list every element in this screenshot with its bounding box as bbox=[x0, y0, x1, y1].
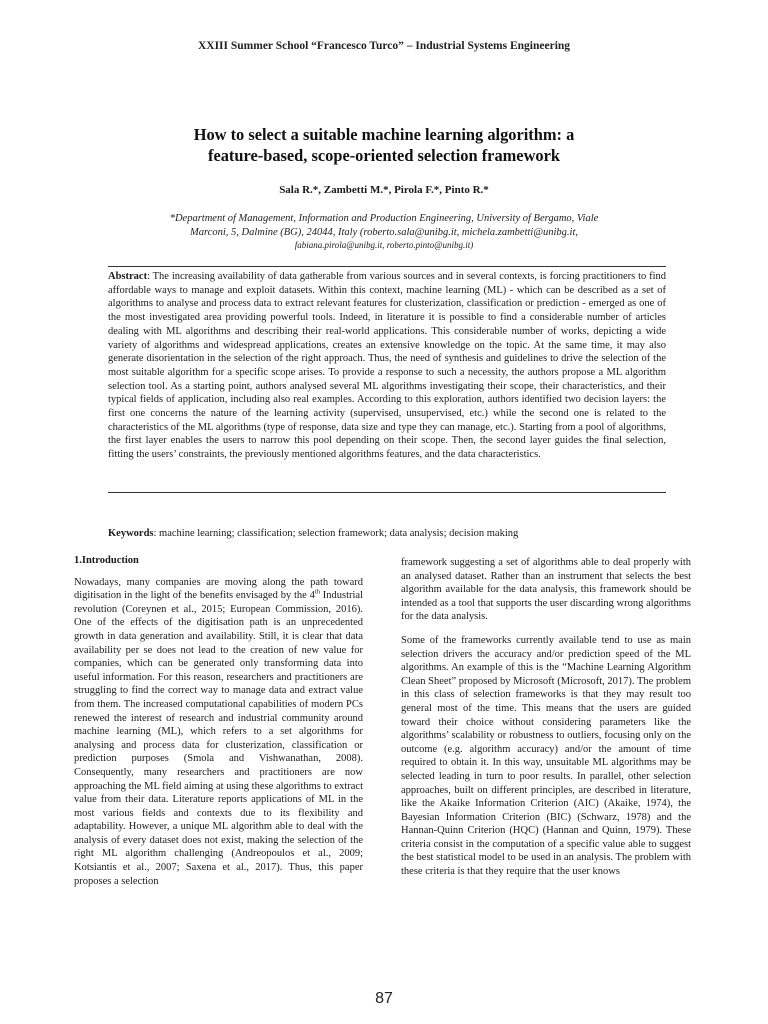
abstract-bottom-rule bbox=[108, 492, 666, 493]
abstract bbox=[108, 270, 666, 462]
keywords bbox=[108, 527, 666, 541]
abstract-top-rule bbox=[108, 266, 666, 267]
title-line-2: feature-based, scope-oriented selection framework bbox=[207, 146, 560, 165]
right-paragraph-2: Some of the frameworks currently available tend to use as main selection drivers the accuracy and/or prediction speed of the ML algorithms. An example of this is the “Machine Learning Algorithm Clean Sheet” proposed by Microsoft (Microsoft, 2017). The problem in this class of selection frameworks is that they may result too general most of the time. This means that the users are guided toward their choice without considering parameters like the algorithms’ scalability or robustness to outliers, focusing only on the outcome (e.g. algorithm accuracy) and/or the amount of time required to obtain it. In this way, unsuitable ML algorithms may be selected leading in turn to poor results. In parallel, other selection approaches, built on different principles, are described in literature, like the Akaike Information Criterion (AIC) (Akaike, 1974), the Bayesian Information Criterion (BIC) (Schwarz, 1978) and the Hannan-Quinn Criterion (HQC) (Hannan and Quinn, 1979). These criteria consist in the computation of a specific value able to suggest the best statistical model to be used in an analysis. The problem with these criteria is that they require that the user knows bbox=[401, 634, 691, 878]
left-column bbox=[74, 554, 363, 898]
paper-title bbox=[110, 124, 658, 166]
affiliation-line-1: *Department of Management, Information and Production Engineering, University of Bergamo, Viale bbox=[169, 213, 599, 224]
author-list: Sala R.*, Zambetti M.*, Pirola F.*, Pinto R.* bbox=[279, 184, 489, 196]
ordinal-superscript: th bbox=[314, 588, 320, 596]
intro-p1-part2: Industrial revolution (Coreynen et al., 2015; European Commission, 2016). One of the effects of the digitisation path is an unprecedented growth in data generation and availability. Still, it is clear that data availability per se does not lead to the creation of new value for companies, which can be generated only transforming data into useful information. For this reason, researchers and practitioners are struggling to find the correct way to manage data and extract value from them. The increased computational capabilities of modern PCs renewed the interest of research and industrial community around machine learning (ML), which refers to a set algorithms for analysing and process data for clusterization, classification or prediction purposes (Smola and Vishwanathan, 2008). Consequently, many researchers and practitioners are now approaching the ML field aiming at using these algorithms to extract value from their data. Literature reports applications of ML in the most various fields and contexts due to its flexibility and adaptability. However, a unique ML algorithm able to deal with the analysis of every dataset does not exist, making the selection of the right ML algorithm challenging (Andreopoulos et al., 2009; Kotsiantis et al., 2007; Saxena et al., 2017). Thus, this paper proposes a selection bbox=[74, 590, 363, 887]
keywords-label: Keywords bbox=[108, 528, 154, 539]
abstract-text: : The increasing availability of data gatherable from various sources and in several contexts, is forcing practitioners to find affordable ways to manage and exploit datasets. Within this context, machine learning (ML) - which can be described as a set of algorithms to analyse and process data to extract relevant features for clusterization, classification or prediction - emerged as one of the most investigated area providing powerful tools. Indeed, in literature it is possible to find a considerable number of articles dealing with ML algorithms and describing their real-world applications. This considerable number of works, depicting a wide variety of algorithms and widespread applications, creates an extensive knowledge on the topic. At the same time, it may also generate disorientation in the selection of the right approach. Thus, the need of synthesis and guidelines to drive the selection of the most suitable algorithm for a specific scope arises. To provide a response to such a necessity, the authors propose a ML algorithm selection tool. As a starting point, authors analysed several ML algorithms investigating their scope, their characteristics, and their typical fields of application, including also real examples. According to this exploration, authors identified two decision layers: the first one concerns the nature of the learning activity (supervised, unsupervised, etc.) while the second one is related to the characteristics of the ML algorithms (type of response, data size and type they can manage, etc.). Starting from a pool of algorithms, the first layer enables the users to narrow this pool depending on their scope. Then, the second layer guides the final selection, fitting the users’ constraints, the previously mentioned algorithms features, and the data characteristics. bbox=[108, 271, 666, 461]
abstract-label: Abstract bbox=[108, 271, 148, 282]
affiliation bbox=[120, 212, 648, 253]
title-line-1: How to select a suitable machine learning algorithm: a bbox=[193, 125, 575, 144]
affiliation-line-2: Marconi, 5, Dalmine (BG), 24044, Italy (roberto.sala@unibg.it, michela.zambetti@unibg.it, bbox=[189, 226, 579, 238]
intro-p1-part1: Nowadays, many companies are moving along the path toward digitisation in the light of the benefits envisaged by the 4 bbox=[74, 576, 363, 602]
section-heading: 1.Introduction bbox=[74, 555, 139, 566]
right-paragraph-1: framework suggesting a set of algorithms able to deal properly with an analysed dataset. Rather than an instrument that selects the best algorithm available for the data analysis, this framework should be intended as a tool that supports the user discarding wrong algorithms for the data analysis. bbox=[401, 557, 691, 623]
right-column bbox=[401, 556, 691, 889]
affiliation-emails: fabiana.pirola@unibg.it, roberto.pinto@unibg.it) bbox=[294, 240, 474, 250]
page-number: 87 bbox=[375, 990, 393, 1007]
intro-paragraph-1 bbox=[74, 576, 363, 889]
running-header: XXIII Summer School “Francesco Turco” – Industrial Systems Engineering bbox=[197, 40, 571, 52]
keywords-text: : machine learning; classification; selection framework; data analysis; decision making bbox=[153, 528, 519, 539]
